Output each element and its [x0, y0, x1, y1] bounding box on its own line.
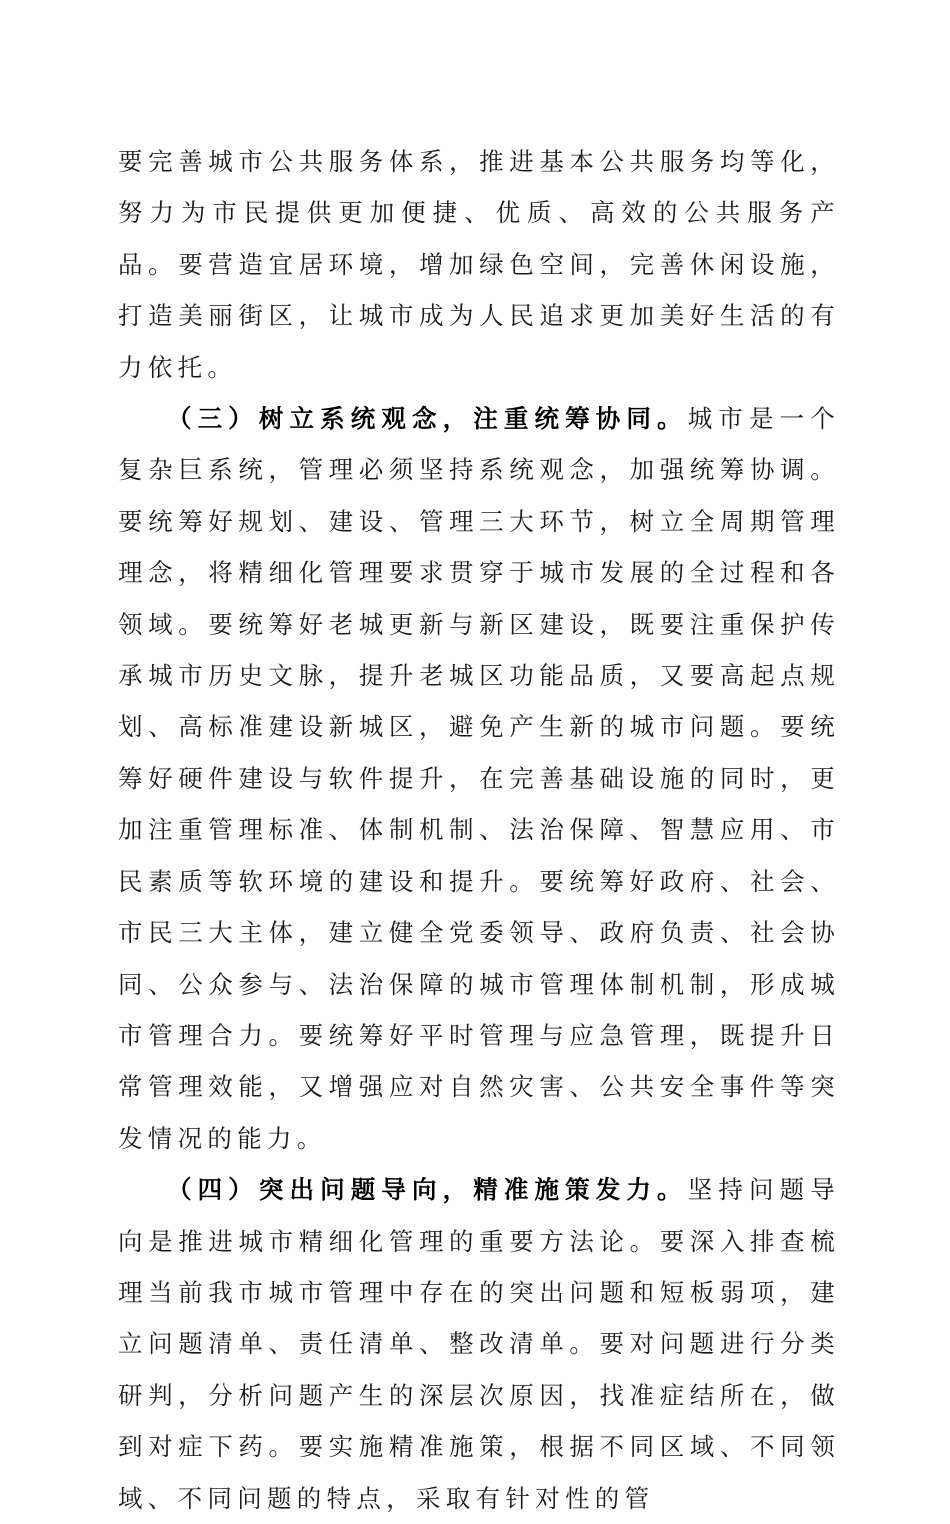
paragraph-text: 要完善城市公共服务体系，推进基本公共服务均等化，努力为市民提供更加便捷、优质、高效的公共服务产品。要营造宜居环境，增加绿色空间，完善休闲设施，打造美丽街区，让城市成为人民追求更加美好生活的有力依托。 — [118, 147, 840, 382]
section-heading-three: （三）树立系统观念，注重统筹协同。 — [167, 404, 688, 434]
paragraph-systematic-coordination — [118, 393, 840, 1164]
paragraph-text: 坚持问题导向是推进城市精细化管理的重要方法论。要深入排查梳理当前我市城市管理中存在的突出问题和短板弱项，建立问题清单、责任清单、整改清单。要对问题进行分类研判，分析问题产生的深层次原因，找准症结所在，做到对症下药。要实施精准施策，根据不同区域、不同领域、不同问题的特点，采取有针对性的管 — [118, 1175, 840, 1513]
paragraph-text: 城市是一个复杂巨系统，管理必须坚持系统观念，加强统筹协调。要统筹好规划、建设、管理三大环节，树立全周期管理理念，将精细化管理要求贯穿于城市发展的全过程和各领域。要统筹好老城更新与新区建设，既要注重保护传承城市历史文脉，提升老城区功能品质，又要高起点规划、高标准建设新城区，避免产生新的城市问题。要统筹好硬件建设与软件提升，在完善基础设施的同时，更加注重管理标准、体制机制、法治保障、智慧应用、市民素质等软环境的建设和提升。要统筹好政府、社会、市民三大主体，建立健全党委领导、政府负责、社会协同、公众参与、法治保障的城市管理体制机制，形成城市管理合力。要统筹好平时管理与应急管理，既提升日常管理效能，又增强应对自然灾害、公共安全事件等突发情况的能力。 — [118, 404, 840, 1153]
paragraph-public-services — [118, 136, 840, 393]
paragraph-problem-oriented — [118, 1164, 840, 1524]
document-body — [118, 136, 840, 1524]
section-heading-four: （四）突出问题导向，精准施策发力。 — [167, 1175, 688, 1205]
